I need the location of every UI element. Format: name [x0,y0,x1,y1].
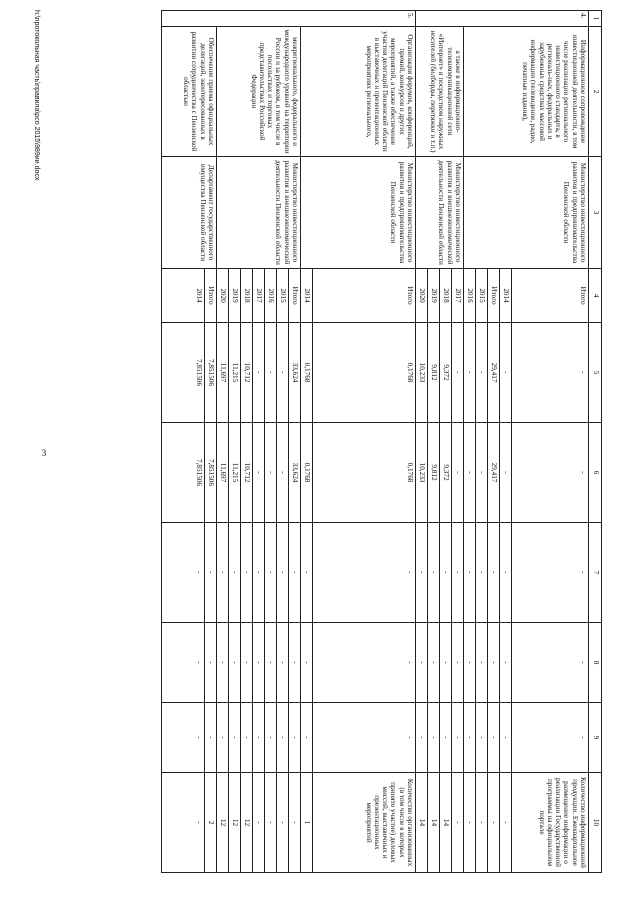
cell: - [162,703,205,773]
cell: - [464,773,476,873]
cell: - [217,523,229,623]
page-number: 3 [41,448,47,458]
cell: 0,1768 [313,423,416,523]
cell: - [205,703,217,773]
table-row [205,11,217,873]
cell: 12 [217,773,229,873]
cell: - [476,523,488,623]
cell: - [313,623,416,703]
col-number: 1 [589,11,602,27]
cell: - [488,773,500,873]
cell: - [301,703,313,773]
cell: - [416,523,428,623]
col-number: 9 [589,703,602,773]
activity-description: а также в информационно-телекоммуникационной сети «Интернет» и посредством наружных носителей (билборды, перетяжки и т.п.) [416,27,464,157]
indicator: Количество организованных (в том числе в которых принято участие) деловых миссий, выставочных и презентационных мероприятий [313,773,416,873]
cell: - [162,523,205,623]
rotated-page [33,10,602,900]
cell: 14 [428,773,440,873]
cell: 14 [416,773,428,873]
total-label: Итого [313,269,416,323]
col-number: 3 [589,157,602,269]
cell: - [500,323,512,423]
col-number: 5 [589,323,602,423]
year: 2019 [428,269,440,323]
cell: 10,233 [416,323,428,423]
cell: - [500,773,512,873]
cell: - [440,703,452,773]
cell: - [464,323,476,423]
cell: - [301,623,313,703]
executor: Департамент государственного имущества Пензенской области [162,157,217,269]
cell: - [162,623,205,703]
table-row [313,11,416,873]
cell: - [253,323,265,423]
cell: - [277,623,289,703]
cell: 29,417 [488,323,500,423]
cell: 7,851506 [205,323,217,423]
cell: - [205,523,217,623]
cell: 11,697 [217,323,229,423]
cell: - [452,623,464,703]
cell: - [428,523,440,623]
cell: - [229,523,241,623]
cell: - [452,703,464,773]
col-number: 8 [589,623,602,703]
cell: - [440,523,452,623]
cell: - [229,703,241,773]
cell: - [162,773,205,873]
cell: - [241,623,253,703]
year: Итого [205,269,217,323]
year: 2018 [440,269,452,323]
year: 2014 [500,269,512,323]
cell: - [452,523,464,623]
cell: 33,624 [289,423,301,523]
total-label: Итого [512,269,589,323]
cell: - [277,523,289,623]
year: Итого [289,269,301,323]
year: 2016 [464,269,476,323]
cell: 11,215 [229,423,241,523]
cell: 12 [241,773,253,873]
cell: - [500,423,512,523]
year: 2018 [241,269,253,323]
cell: - [452,773,464,873]
cell: - [440,623,452,703]
col-number: 10 [589,773,602,873]
cell: - [265,703,277,773]
activity-description: Организация форумов, конференций, премий, конкурсов и других мероприятий, а также обеспечение участия делегаций Пензенской области в выставочных и презентационных мероприятиях регионального, [301,27,416,157]
cell: - [428,623,440,703]
cell: 9,812 [428,323,440,423]
cell: - [289,773,301,873]
year: 2016 [265,269,277,323]
col-number: 2 [589,27,602,157]
cell: - [253,423,265,523]
cell: 0,1768 [301,323,313,423]
cell: - [416,623,428,703]
cell: - [277,323,289,423]
cell: 33,624 [289,323,301,423]
executor: Министерство инвестиционного развития и предпринимательства Пензенской области [301,157,416,269]
cell: - [512,323,589,423]
cell: - [265,523,277,623]
column-numbers-row [589,11,602,873]
executor: Министерство инвестиционного развития и внешнеэкономической деятельности Пензенской области [217,157,301,269]
year: 2015 [476,269,488,323]
executor: Министерство инвестиционного развития и внешнеэкономической деятельности Пензенской области [416,157,464,269]
cell: - [241,703,253,773]
cell: 11,215 [229,323,241,423]
cell: - [265,623,277,703]
cell: - [313,523,416,623]
row-number: 5. [162,11,416,27]
cell: - [500,703,512,773]
year: Итого [488,269,500,323]
cell: - [277,703,289,773]
year: 2017 [253,269,265,323]
cell: - [512,623,589,703]
activity-description: Обеспечение приема официальных делегаций, заинтересованных в развитии сотрудничества с Пензенской областью [162,27,217,157]
cell: - [476,423,488,523]
cell: 9,372 [440,323,452,423]
cell: - [488,523,500,623]
file-path-footer: h:\протокольная часть\правила\рсо 2015\989ии.docx [33,10,40,181]
cell: 9,372 [440,423,452,523]
cell: 11,697 [217,423,229,523]
row-number: 4. [416,11,589,27]
cell: - [265,773,277,873]
cell: - [512,703,589,773]
year: 2014 [301,269,313,323]
cell: - [464,623,476,703]
cell: - [229,623,241,703]
cell: 2 [205,773,217,873]
col-number: 4 [589,269,602,323]
col-number: 7 [589,523,602,623]
cell: - [416,703,428,773]
cell: - [217,623,229,703]
table-row [289,11,301,873]
year: 2020 [416,269,428,323]
cell: - [289,703,301,773]
cell: - [277,423,289,523]
cell: 14 [440,773,452,873]
cell: - [452,423,464,523]
cell: - [488,703,500,773]
cell: - [217,703,229,773]
cell: - [289,623,301,703]
cell: - [500,623,512,703]
program-table [161,10,602,873]
year: 2017 [452,269,464,323]
activity-description: межрегионального, федерального и международного уровней на территории России и за рубежом, в том числе в посольствах и торговых представительствах Российской Федерации [217,27,301,157]
cell: 7,851506 [205,423,217,523]
cell: - [500,523,512,623]
cell: 9,812 [428,423,440,523]
cell: 7,851506 [162,323,205,423]
cell: 29,417 [488,423,500,523]
cell: - [301,523,313,623]
cell: 12 [229,773,241,873]
cell: 10,233 [416,423,428,523]
cell: - [452,323,464,423]
cell: - [253,523,265,623]
cell: - [512,423,589,523]
cell: - [464,523,476,623]
cell: - [265,323,277,423]
indicator: Количество информационной продукции. Ежеквартальное размещение информации о реализации Государственной программы на официальном портале [512,773,589,873]
cell: - [488,623,500,703]
cell: 0,1768 [301,423,313,523]
cell: - [476,323,488,423]
cell: - [428,703,440,773]
cell: - [289,523,301,623]
cell: - [253,773,265,873]
cell: - [476,703,488,773]
executor: Министерство инвестиционного развития и предпринимательства Пензенской области [464,157,589,269]
cell: - [476,623,488,703]
year: 2015 [277,269,289,323]
cell: - [464,703,476,773]
cell: 10,712 [241,323,253,423]
table-row [452,11,464,873]
activity-description: Информационное сопровождение инвестиционной деятельности, в том числе реализации регионального инвестиционного стандарта, в региональ-ных, федеральных и зарубежных средствах массовой информации (телевидение, радио, печатные издания), [464,27,589,157]
col-number: 6 [589,423,602,523]
cell: 10,712 [241,423,253,523]
table-row [512,11,589,873]
cell: - [253,703,265,773]
cell: - [277,773,289,873]
cell: - [265,423,277,523]
cell: - [205,623,217,703]
cell: 7,851506 [162,423,205,523]
cell: - [464,423,476,523]
year: 2014 [162,269,205,323]
cell: 1 [301,773,313,873]
cell: - [313,703,416,773]
year: 2020 [217,269,229,323]
cell: - [476,773,488,873]
cell: - [241,523,253,623]
year: 2019 [229,269,241,323]
cell: 0,1768 [313,323,416,423]
cell: - [253,623,265,703]
cell: - [512,523,589,623]
